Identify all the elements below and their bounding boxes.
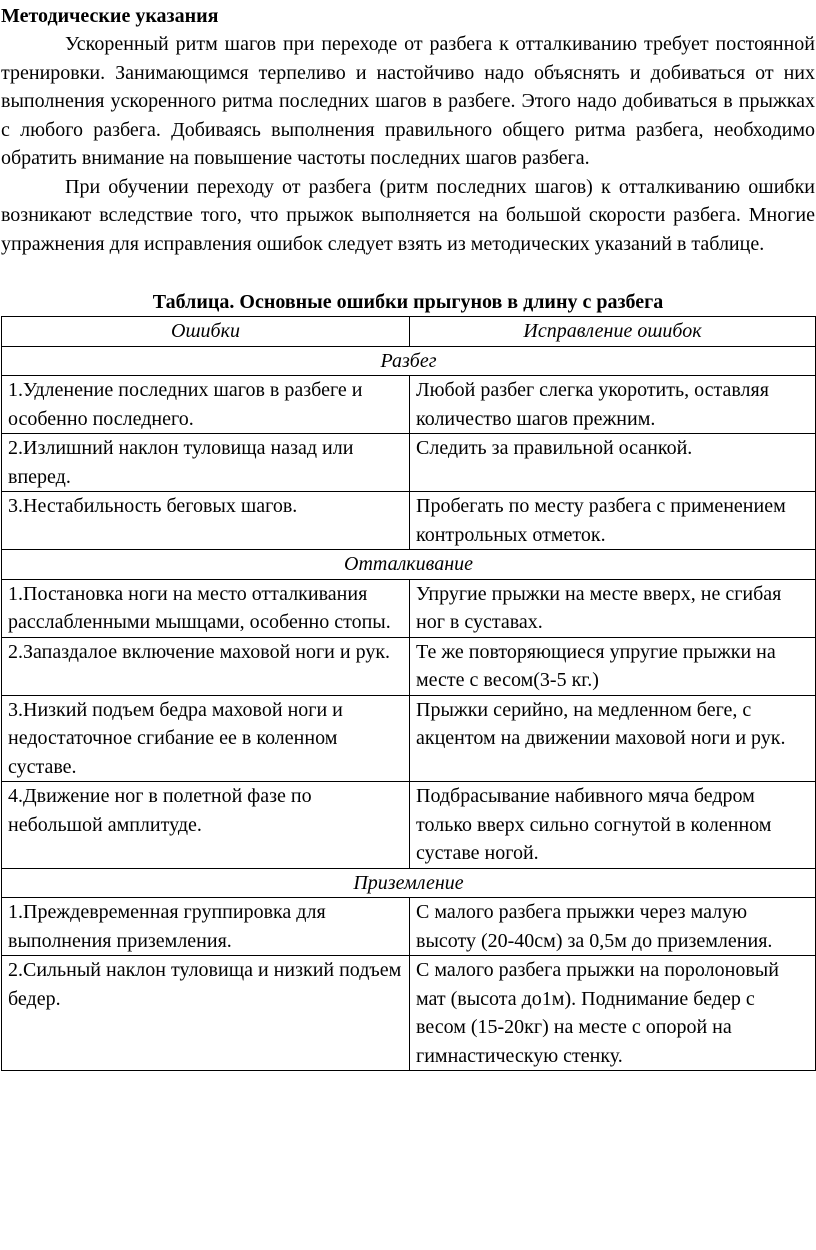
error-cell: 1.Удленение последних шагов в разбеге и особенно последнего.: [2, 376, 410, 434]
section-row: [2, 550, 816, 580]
table-row: [2, 376, 816, 434]
correction-cell: Любой разбег слегка укоротить, оставляя количество шагов прежним.: [410, 376, 816, 434]
paragraph-1: Ускоренный ритм шагов при переходе от разбега к отталкиванию требует постоянной тренировки. Занимающимся терпеливо и настойчиво надо объяснять и добиваться от них выполнения ускоренного ритма последних шагов в разбеге. Этого надо добиваться в прыжках с любого разбега. Добиваясь выполнения правильного общего ритма разбега, необходимо обратить внимание на повышение частоты последних шагов разбега.: [1, 33, 815, 169]
error-cell: 3.Низкий подъем бедра маховой ноги и недостаточное сгибание ее в коленном суставе.: [2, 695, 410, 782]
correction-cell: Те же повторяющиеся упругие прыжки на месте с весом(3-5 кг.): [410, 637, 816, 695]
section-heading: Методические указания: [1, 5, 219, 27]
error-cell: 2.Излишний наклон туловища назад или вперед.: [2, 434, 410, 492]
section-row: [2, 868, 816, 898]
error-cell: 3.Нестабильность беговых шагов.: [2, 492, 410, 550]
correction-cell: Упругие прыжки на месте вверх, не сгибая ног в суставах.: [410, 579, 816, 637]
errors-table: [1, 316, 816, 1071]
table-header-row: [2, 317, 816, 347]
section-row: [2, 346, 816, 376]
correction-cell: С малого разбега прыжки через малую высоту (20-40см) за 0,5м до приземления.: [410, 898, 816, 956]
table-row: [2, 898, 816, 956]
error-cell: 4.Движение ног в полетной фазе по небольшой амплитуде.: [2, 782, 410, 869]
section-run-up: Разбег: [2, 346, 816, 376]
column-header-corrections: Исправление ошибок: [410, 317, 816, 347]
correction-cell: Пробегать по месту разбега с применением контрольных отметок.: [410, 492, 816, 550]
correction-cell: Прыжки серийно, на медленном беге, с акцентом на движении маховой ноги и рук.: [410, 695, 816, 782]
error-cell: 1.Преждевременная группировка для выполнения приземления.: [2, 898, 410, 956]
correction-cell: Следить за правильной осанкой.: [410, 434, 816, 492]
section-takeoff: Отталкивание: [2, 550, 816, 580]
section-landing: Приземление: [2, 868, 816, 898]
table-row: [2, 956, 816, 1071]
column-header-errors: Ошибки: [2, 317, 410, 347]
error-cell: 1.Постановка ноги на место отталкивания расслабленными мышцами, особенно стопы.: [2, 579, 410, 637]
correction-cell: Подбрасывание набивного мяча бедром только вверх сильно согнутой в коленном суставе ногой.: [410, 782, 816, 869]
table-row: [2, 782, 816, 869]
error-cell: 2.Сильный наклон туловища и низкий подъем бедер.: [2, 956, 410, 1071]
paragraph-2: При обучении переходу от разбега (ритм последних шагов) к отталкиванию ошибки возникают вследствие того, что прыжок выполняется на большой скорости разбега. Многие упражнения для исправления ошибок следует взять из методических указаний в таблице.: [1, 175, 815, 255]
error-cell: 2.Запаздалое включение маховой ноги и рук.: [2, 637, 410, 695]
table-row: [2, 492, 816, 550]
table-row: [2, 695, 816, 782]
table-row: [2, 637, 816, 695]
correction-cell: С малого разбега прыжки на поролоновый мат (высота до1м). Поднимание бедер с весом (15-20кг) на месте с опорой на гимнастическую стенку.: [410, 956, 816, 1071]
table-row: [2, 434, 816, 492]
table-row: [2, 579, 816, 637]
table-title: Таблица. Основные ошибки прыгунов в длину с разбега: [152, 291, 664, 313]
